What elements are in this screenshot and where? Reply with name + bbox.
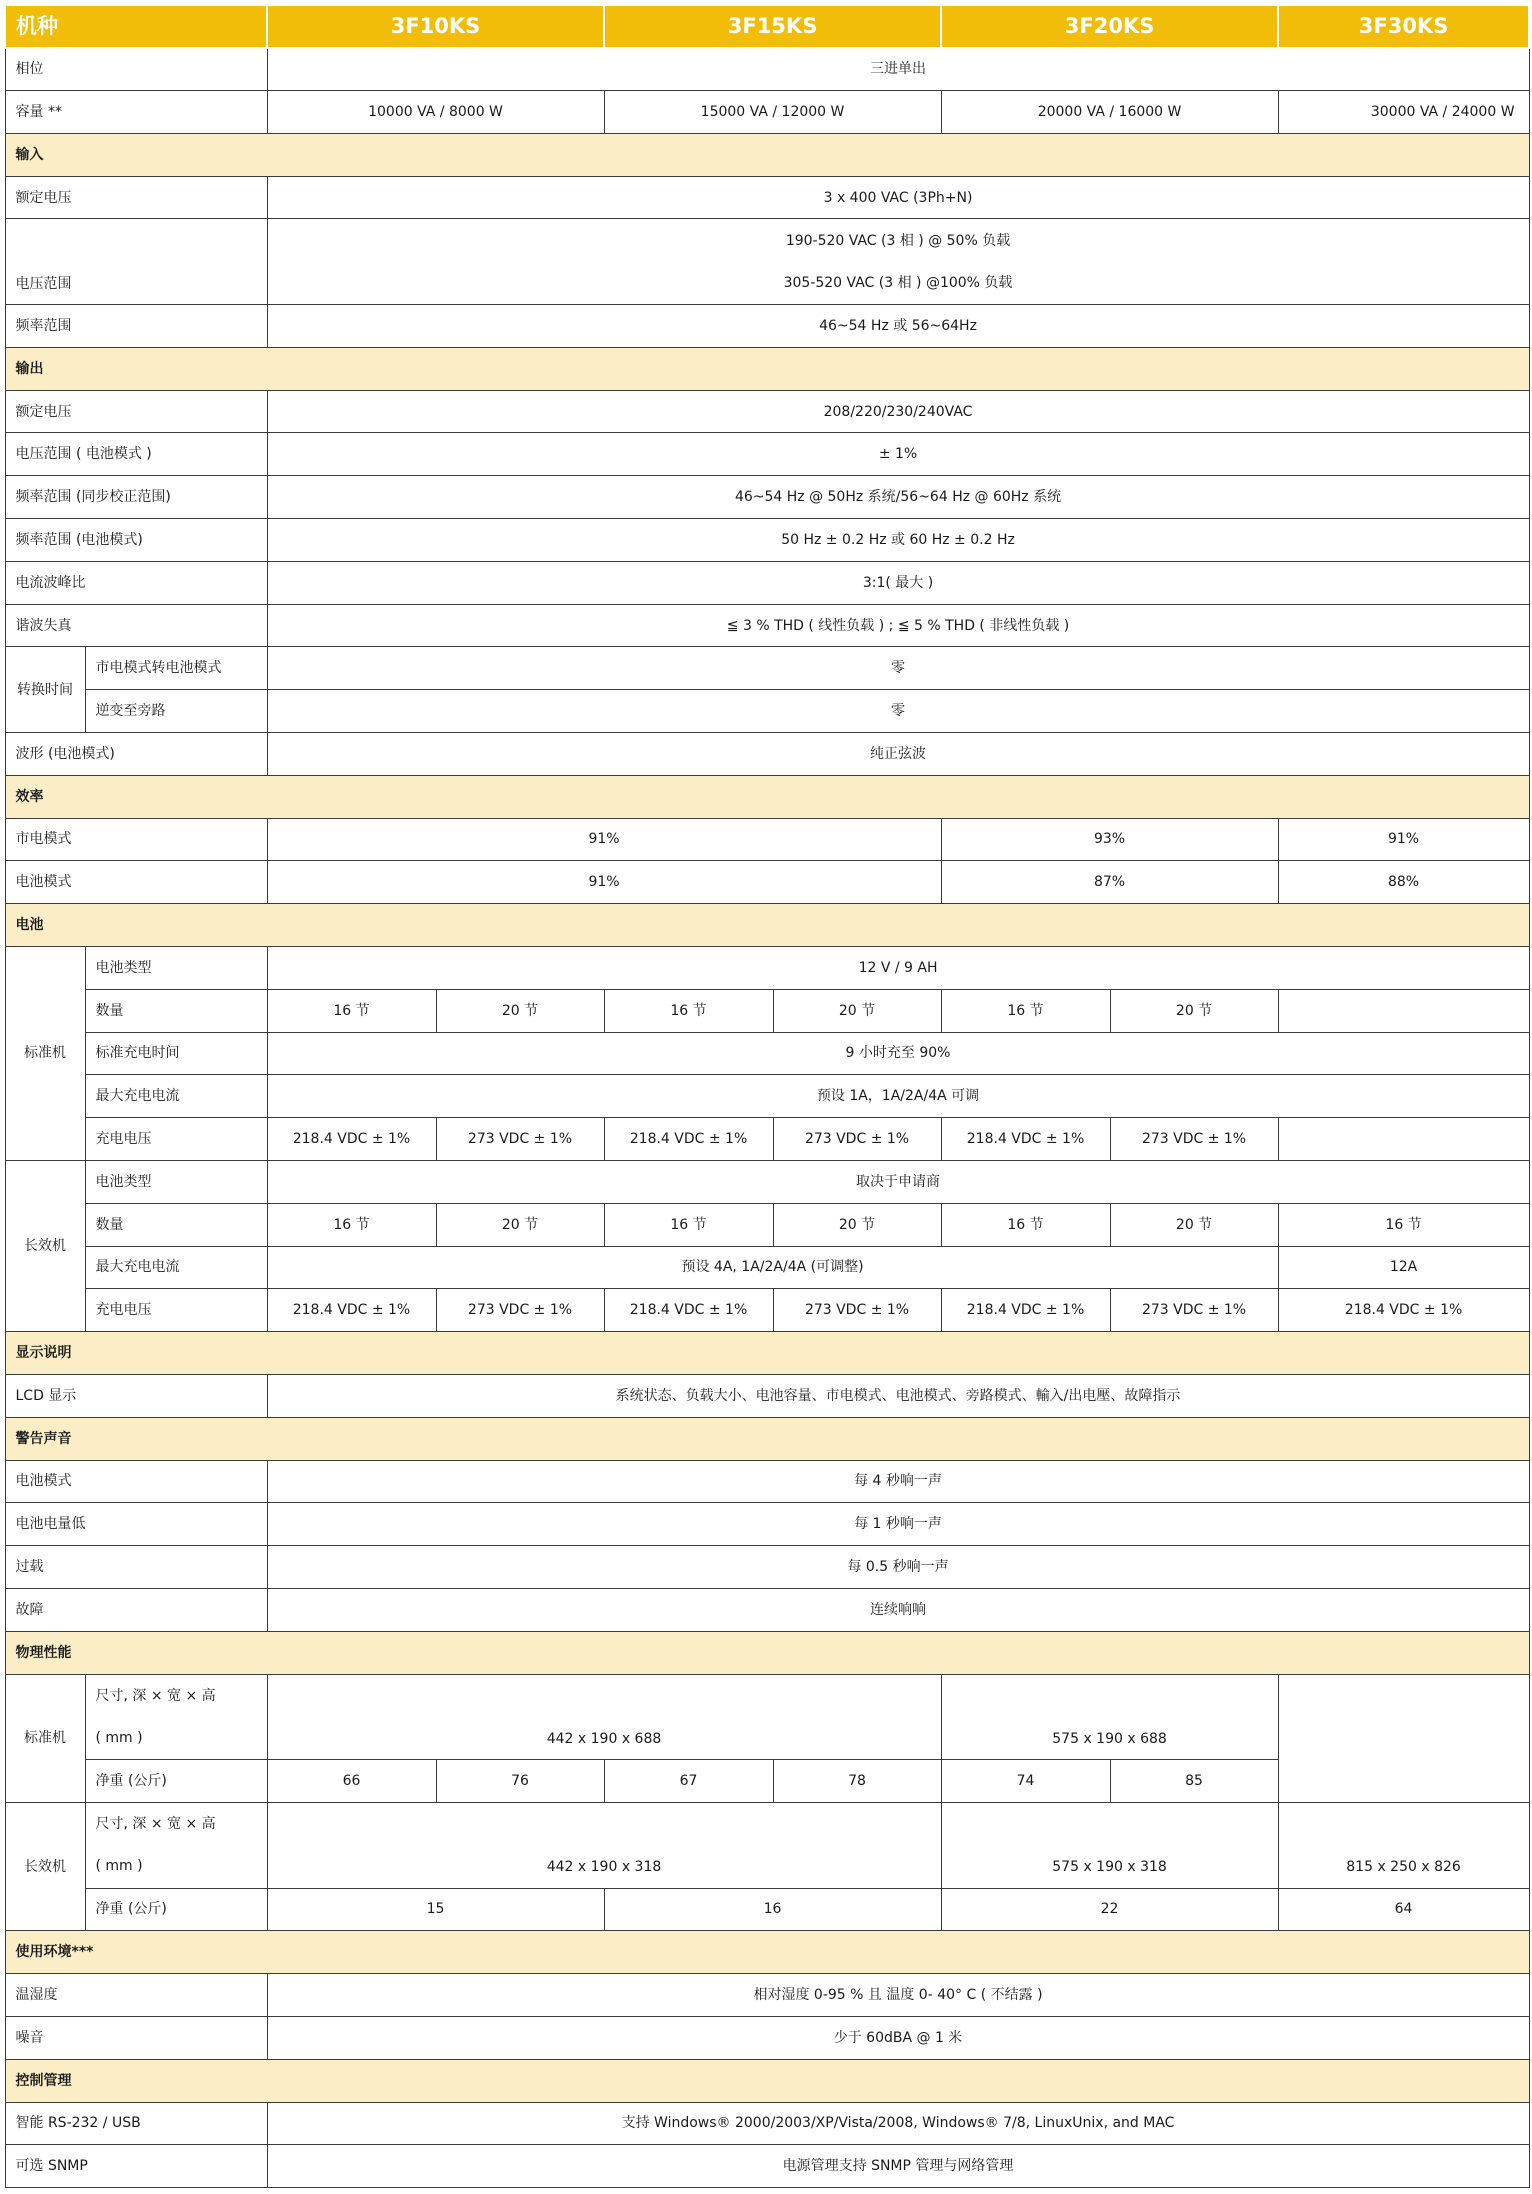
row-label: 智能 RS-232 / USB [5,2102,267,2145]
model-header-row [5,5,1529,48]
mgmt-rs232-row [5,2102,1529,2145]
row-value: 12A [1278,1246,1529,1289]
model-3f20ks: 3F20KS [941,5,1278,48]
row-value: 支持 Windows® 2000/2003/XP/Vista/2008, Windows® 7/8, LinuxUnix, and MAC [267,2102,1529,2145]
input-voltage-range-row [5,219,1529,305]
battery-std-type-row [5,947,1529,990]
alarm-batt-mode-row [5,1460,1529,1503]
alarm-overload-row [5,1546,1529,1589]
section-display [5,1332,1529,1375]
weight-cell: 78 [773,1760,941,1803]
physical-long-group-label: 长效机 [5,1802,85,1930]
dim-value: 442 x 190 x 688 [267,1674,941,1760]
row-label: 市电模式转电池模式 [85,647,267,690]
battery-long-group-label: 长效机 [5,1161,85,1332]
output-waveform-row [5,733,1529,776]
dim-value: 442 x 190 x 318 [267,1802,941,1888]
capacity-label: 容量 ** [5,91,267,134]
section-title: 使用环境*** [5,1931,1529,1974]
section-title: 警告声音 [5,1417,1529,1460]
row-label: 电池模式 [5,1460,267,1503]
row-value: 连续响响 [267,1588,1529,1631]
output-freq-batt-row [5,519,1529,562]
section-efficiency [5,775,1529,818]
row-value: 88% [1278,861,1529,904]
weight-cell: 85 [1110,1760,1278,1803]
voltage-cell: 218.4 VDC ± 1% [604,1118,773,1161]
capacity-value: 15000 VA / 12000 W [604,91,941,134]
battery-long-type-row [5,1161,1529,1204]
alarm-fault-row [5,1588,1529,1631]
qty-cell: 16 节 [267,989,436,1032]
row-value: 3:1( 最大 ) [267,561,1529,604]
row-label: 数量 [85,1203,267,1246]
row-label [85,1802,267,1888]
battery-std-max-current-row [5,1075,1529,1118]
row-value: 50 Hz ± 0.2 Hz 或 60 Hz ± 0.2 Hz [267,519,1529,562]
row-label: 充电电压 [85,1289,267,1332]
output-crest-row [5,561,1529,604]
output-voltage-range-row [5,433,1529,476]
row-value: 每 0.5 秒响一声 [267,1546,1529,1589]
dim-value: 575 x 190 x 318 [941,1802,1278,1888]
row-value: 91% [267,818,941,861]
physical-long-weight-row [5,1888,1529,1931]
alarm-batt-low-row [5,1503,1529,1546]
section-environment [5,1931,1529,1974]
row-label: 额定电压 [5,390,267,433]
row-value: 系统状态、负载大小、电池容量、市电模式、电池模式、旁路模式、輸入/出电壓、故障指示 [267,1375,1529,1418]
section-title: 物理性能 [5,1631,1529,1674]
qty-cell: 20 节 [1110,989,1278,1032]
row-label: 频率范围 [5,305,267,348]
section-title: 显示说明 [5,1332,1529,1375]
row-value: 纯正弦波 [267,733,1529,776]
section-title: 电池 [5,904,1529,947]
voltage-cell [1278,1118,1529,1161]
efficiency-batt-row [5,861,1529,904]
voltage-cell: 218.4 VDC ± 1% [267,1118,436,1161]
section-title: 输入 [5,133,1529,176]
voltage-range-100: 305-520 VAC (3 相 ) @100% 负载 [783,274,1013,291]
row-value: 9 小时充至 90% [267,1032,1529,1075]
row-value: 208/220/230/240VAC [267,390,1529,433]
model-3f15ks: 3F15KS [604,5,941,48]
physical-std-dim-row [5,1674,1529,1760]
dim-label-line1: 尺寸, 深 × 宽 × 高 [95,1816,216,1833]
qty-cell: 20 节 [1110,1203,1278,1246]
battery-std-charge-voltage-row [5,1118,1529,1161]
spec-table [4,4,1530,2188]
row-label: 最大充电电流 [85,1246,267,1289]
row-label: 额定电压 [5,176,267,219]
section-title: 效率 [5,775,1529,818]
row-label: 电池类型 [85,1161,267,1204]
qty-cell: 16 节 [604,1203,773,1246]
capacity-value: 30000 VA / 24000 W [1278,91,1529,134]
qty-cell: 16 节 [941,1203,1110,1246]
section-battery [5,904,1529,947]
row-value: 取决于申请商 [267,1161,1529,1204]
row-value: 91% [1278,818,1529,861]
model-3f10ks: 3F10KS [267,5,604,48]
section-title: 输出 [5,347,1529,390]
row-label: 净重 (公斤) [85,1888,267,1931]
qty-cell: 16 节 [1278,1203,1529,1246]
section-management [5,2059,1529,2102]
row-value: 相对湿度 0-95 % 且 温度 0- 40° C ( 不结露 ) [267,1974,1529,2017]
section-input [5,133,1529,176]
row-label: 可选 SNMP [5,2145,267,2188]
row-value: 91% [267,861,941,904]
row-label: 过载 [5,1546,267,1589]
row-value: 预设 1A，1A/2A/4A 可调 [267,1075,1529,1118]
section-title: 控制管理 [5,2059,1529,2102]
qty-cell: 16 节 [267,1203,436,1246]
voltage-range-50: 190-520 VAC (3 相 ) @ 50% 负载 [785,232,1011,249]
capacity-row [5,91,1529,134]
row-value: 87% [941,861,1278,904]
model-header-label: 机种 [5,5,267,48]
dim-label-line2: ( mm ) [95,1729,143,1746]
row-value: 预设 4A, 1A/2A/4A (可调整) [267,1246,1278,1289]
section-physical [5,1631,1529,1674]
section-alarm [5,1417,1529,1460]
physical-long-dim-row [5,1802,1529,1888]
row-label: 逆变至旁路 [85,690,267,733]
row-value: 46~54 Hz 或 56~64Hz [267,305,1529,348]
weight-cell: 16 [604,1888,941,1931]
row-label: 标准充电时间 [85,1032,267,1075]
model-3f30ks: 3F30KS [1278,5,1529,48]
section-output [5,347,1529,390]
voltage-cell: 273 VDC ± 1% [773,1289,941,1332]
weight-cell: 15 [267,1888,604,1931]
input-freq-range-row [5,305,1529,348]
row-value: 46~54 Hz @ 50Hz 系统/56~64 Hz @ 60Hz 系统 [267,476,1529,519]
row-label: 最大充电电流 [85,1075,267,1118]
phase-value: 三进单出 [267,48,1529,91]
qty-cell: 20 节 [773,989,941,1032]
weight-cell: 22 [941,1888,1278,1931]
mgmt-snmp-row [5,2145,1529,2188]
battery-long-qty-row [5,1203,1529,1246]
capacity-value: 10000 VA / 8000 W [267,91,604,134]
row-label: 电压范围 [5,219,267,305]
row-label: 故障 [5,1588,267,1631]
weight-cell: 74 [941,1760,1110,1803]
row-label: 频率范围 (同步校正范围) [5,476,267,519]
weight-cell: 67 [604,1760,773,1803]
row-label: 电流波峰比 [5,561,267,604]
empty-cell [1278,1674,1529,1802]
output-transfer-bypass-row [5,690,1529,733]
efficiency-ac-row [5,818,1529,861]
row-value: 3 x 400 VAC (3Ph+N) [267,176,1529,219]
row-label [85,1674,267,1760]
row-value: 12 V / 9 AH [267,947,1529,990]
qty-cell: 20 节 [436,989,604,1032]
qty-cell: 20 节 [436,1203,604,1246]
battery-long-max-current-row [5,1246,1529,1289]
transfer-group-label: 转换时间 [5,647,85,733]
env-humidity-row [5,1974,1529,2017]
row-value: 93% [941,818,1278,861]
row-value: 每 4 秒响一声 [267,1460,1529,1503]
row-label: 电池类型 [85,947,267,990]
voltage-cell: 218.4 VDC ± 1% [941,1289,1110,1332]
voltage-cell: 218.4 VDC ± 1% [1278,1289,1529,1332]
voltage-cell: 273 VDC ± 1% [1110,1118,1278,1161]
row-label: 谐波失真 [5,604,267,647]
row-label: 波形 (电池模式) [5,733,267,776]
row-label: 净重 (公斤) [85,1760,267,1803]
qty-cell: 16 节 [604,989,773,1032]
battery-standard-group-label: 标准机 [5,947,85,1161]
battery-std-charge-time-row [5,1032,1529,1075]
row-value: ± 1% [267,433,1529,476]
env-noise-row [5,2016,1529,2059]
voltage-cell: 273 VDC ± 1% [773,1118,941,1161]
row-value: 电源管理支持 SNMP 管理与网络管理 [267,2145,1529,2188]
row-label: 频率范围 (电池模式) [5,519,267,562]
phase-row [5,48,1529,91]
output-transfer-ac-row [5,647,1529,690]
row-value: 少于 60dBA @ 1 米 [267,2016,1529,2059]
weight-cell: 76 [436,1760,604,1803]
voltage-cell: 218.4 VDC ± 1% [267,1289,436,1332]
voltage-cell: 218.4 VDC ± 1% [941,1118,1110,1161]
display-lcd-row [5,1375,1529,1418]
dim-label-line1: 尺寸, 深 × 宽 × 高 [95,1687,216,1704]
phase-label: 相位 [5,48,267,91]
dim-value: 575 x 190 x 688 [941,1674,1278,1760]
qty-cell: 16 节 [941,989,1110,1032]
row-label: 数量 [85,989,267,1032]
weight-cell: 66 [267,1760,436,1803]
row-label: 充电电压 [85,1118,267,1161]
output-thd-row [5,604,1529,647]
voltage-cell: 273 VDC ± 1% [436,1118,604,1161]
row-value: ≦ 3 % THD ( 线性负载 ) ; ≦ 5 % THD ( 非线性负载 ) [267,604,1529,647]
input-nominal-voltage-row [5,176,1529,219]
dim-label-line2: ( mm ) [95,1858,143,1875]
voltage-cell: 218.4 VDC ± 1% [604,1289,773,1332]
voltage-cell: 273 VDC ± 1% [436,1289,604,1332]
row-label: LCD 显示 [5,1375,267,1418]
battery-std-qty-row [5,989,1529,1032]
row-value: 每 1 秒响一声 [267,1503,1529,1546]
row-value: 零 [267,647,1529,690]
row-label: 市电模式 [5,818,267,861]
output-nominal-voltage-row [5,390,1529,433]
row-label: 噪音 [5,2016,267,2059]
battery-long-charge-voltage-row [5,1289,1529,1332]
qty-cell [1278,989,1529,1032]
output-freq-sync-row [5,476,1529,519]
dim-value: 815 x 250 x 826 [1278,1802,1529,1888]
row-label: 电池电量低 [5,1503,267,1546]
row-label: 电池模式 [5,861,267,904]
capacity-value: 20000 VA / 16000 W [941,91,1278,134]
row-label: 温湿度 [5,1974,267,2017]
row-value: 零 [267,690,1529,733]
voltage-cell: 273 VDC ± 1% [1110,1289,1278,1332]
row-label: 电压范围 ( 电池模式 ) [5,433,267,476]
physical-standard-group-label: 标准机 [5,1674,85,1802]
weight-cell: 64 [1278,1888,1529,1931]
qty-cell: 20 节 [773,1203,941,1246]
row-value [267,219,1529,305]
